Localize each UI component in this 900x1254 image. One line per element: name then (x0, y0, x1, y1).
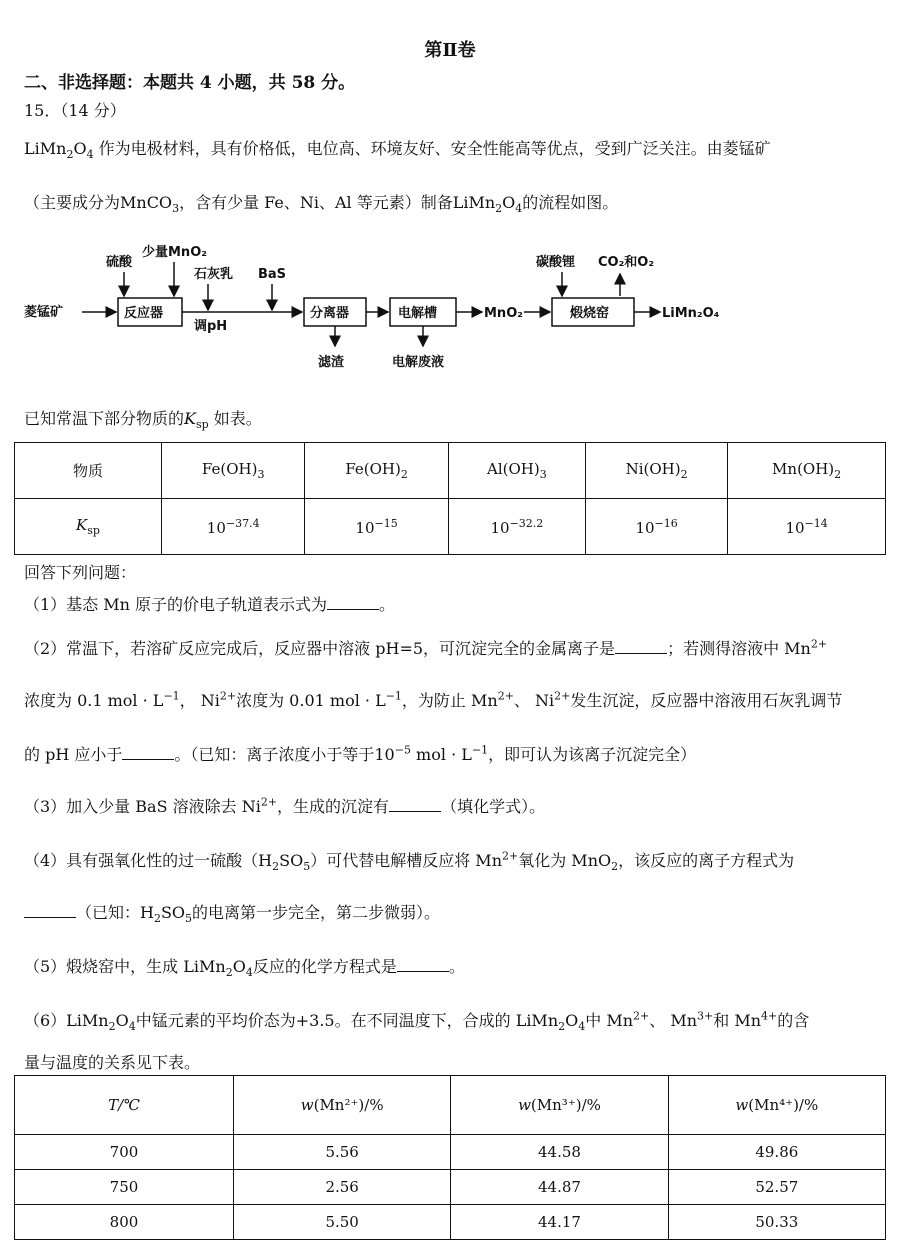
questions-lead: 回答下列问题： (24, 563, 137, 582)
product-label: LiMn₂O₄ (662, 306, 720, 321)
table-row: 700 5.56 44.58 49.86 (15, 1135, 886, 1170)
ksp-intro-b: 如表。 (213, 409, 262, 428)
ksp-value: $10^{-37.4}$ (162, 499, 305, 555)
answer-blank[interactable] (122, 747, 174, 760)
table-row: 750 2.56 44.87 52.57 (15, 1170, 886, 1205)
mno2-label: MnO₂ (484, 306, 523, 321)
question-number: 15．（14 分） (24, 101, 126, 120)
question-4-line-1: （4）具有强氧化性的过一硫酸$(H_2SO_5)$可代替电解槽反应将 $Mn^{2+}$氧化为 MnO$_2$，该反应的离子方程式为 (24, 849, 795, 874)
temperature-table (14, 1075, 886, 1240)
question-4-line-2: （已知：$H_2SO_5$的电离第一步完全，第二步微弱）。 (24, 900, 440, 925)
question-3: （3）加入少量 BaS 溶液除去 $Ni^{2+}$，生成的沉淀有 （填化学式）。 (24, 795, 546, 816)
answer-blank[interactable] (615, 641, 667, 654)
ksp-intro: 已知常温下部分物质的$K_{sp}$ 如表。 (24, 409, 262, 432)
residue-label: 滤渣 (318, 355, 345, 370)
adjust-ph-label: 调pH (194, 319, 228, 334)
question-5: （5）煅烧窑中，生成 $LiMn_2O_4$反应的化学方程式是 。 (24, 957, 465, 980)
compound-cell: $Fe(OH)_2$ (305, 443, 448, 499)
separator-label: 分离器 (310, 306, 350, 321)
input-mno2: 少量MnO₂ (142, 245, 207, 260)
ksp-value: $10^{-32.2}$ (448, 499, 585, 555)
flow-start-label: 菱锰矿 (24, 305, 64, 320)
input-sulfuric-acid: 硫酸 (106, 255, 133, 270)
compound-cell: $Ni(OH)_2$ (585, 443, 727, 499)
compound-cell: $Mn(OH)_2$ (728, 443, 886, 499)
answer-blank[interactable] (327, 597, 379, 610)
electrolysis-label: 电解槽 (398, 306, 438, 321)
question-6-line-1: $(6)LiMn_2O_4$中锰元素的平均价态为+3.5。在不同温度下，合成的 $LiMn_2O_4$中 $Mn^{2+}$、 $Mn^{3+}$和 $Mn^{4+}$的含 (24, 1009, 810, 1034)
ksp-table (14, 442, 886, 555)
input-bas: BaS (258, 267, 287, 282)
input-lime: 石灰乳 (194, 267, 234, 282)
temp-header: T/℃ (15, 1076, 234, 1135)
compound-cell: $Al(OH)_3$ (448, 443, 585, 499)
ksp-intro-a: 已知常温下部分物质的 (24, 409, 185, 428)
ksp-value: $10^{-15}$ (305, 499, 448, 555)
intro-text-c: 的流程如图。 (522, 193, 619, 212)
ksp-value: $10^{-16}$ (585, 499, 727, 555)
compound-cell: $Fe(OH)_3$ (162, 443, 305, 499)
ion-header: w(Mn⁴⁺)/% (668, 1076, 885, 1135)
process-flow-diagram (24, 236, 744, 378)
answer-blank[interactable] (397, 959, 449, 972)
kiln-label: 煅烧窑 (570, 306, 610, 321)
section-heading: 二、非选择题：本题共 4 小题，共 58 分。 (24, 73, 356, 93)
question-2-line-3: 的 pH 应小于 。（已知：离子浓度小于等于$10^{-5}$ mol · $L^{-1}$，即可认为该离子沉淀完全） (24, 743, 697, 764)
ion-header: w(Mn³⁺)/% (451, 1076, 668, 1135)
answer-blank[interactable] (24, 905, 76, 918)
intro-text-a: （主要成分为MnCO (24, 193, 173, 212)
question-6-line-2: 量与温度的关系见下表。 (24, 1053, 201, 1072)
input-lithium-carbonate: 碳酸锂 (536, 255, 576, 270)
formula-text: LiMn (24, 139, 67, 158)
reactor-label: 反应器 (124, 306, 164, 321)
ksp-value: $10^{-14}$ (728, 499, 886, 555)
table-row: 800 5.50 44.17 50.33 (15, 1205, 886, 1240)
question-1: （1）基态 Mn 原子的价电子轨道表示式为 。 (24, 595, 396, 614)
ion-header: w(Mn²⁺)/% (234, 1076, 451, 1135)
question-2-line-2: 浓度为 0.1 mol · $L^{-1}$， $Ni^{2+}$浓度为 0.01 mol · $L^{-1}$，为防止 $Mn^{2+}$、 $Ni^{2+}$发生沉淀，反应器中溶液用石灰乳调节 (24, 689, 843, 710)
intro-line-2: （主要成分为MnCO$_3$，含有少量 Fe、Ni、Al 等元素）制备$LiMn_2O_4$的流程如图。 (24, 193, 619, 216)
ksp-table-header: 物质 (15, 443, 162, 499)
answer-blank[interactable] (389, 799, 441, 812)
question-2-line-1: （2）常温下，若溶矿反应完成后，反应器中溶液 pH=5，可沉淀完全的金属离子是 ；若测得溶液中 $Mn^{2+}$ (24, 637, 828, 658)
ksp-row-label: $K_{sp}$ (15, 499, 162, 555)
output-gases: CO₂和O₂ (598, 255, 655, 270)
waste-liquid-label: 电解废液 (392, 355, 445, 370)
intro-text-b: ，含有少量 Fe、Ni、Al 等元素）制备LiMn (179, 193, 496, 212)
intro-text: 作为电极材料，具有价格低，电位高、环境友好、安全性能高等优点，受到广泛关注。由菱锰矿 (98, 139, 771, 158)
page-title: 第Ⅱ卷 (424, 40, 476, 61)
intro-line-1: $LiMn_2O_4$ 作为电极材料，具有价格低，电位高、环境友好、安全性能高等优点，受到广泛关注。由菱锰矿 (24, 139, 771, 162)
